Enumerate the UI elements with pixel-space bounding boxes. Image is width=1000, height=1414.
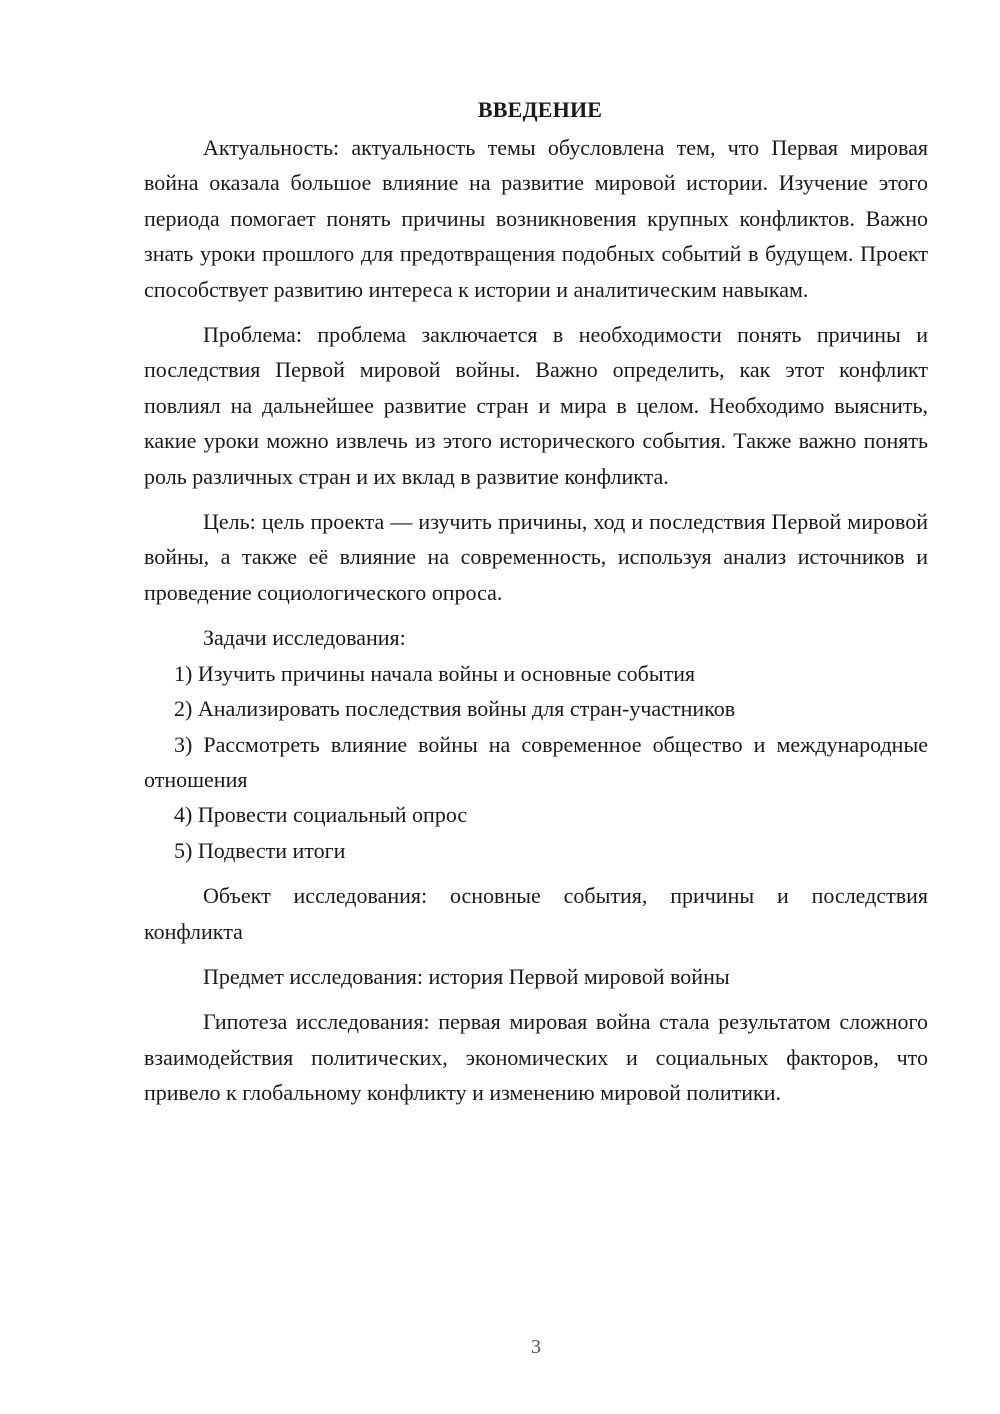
paragraph-hypothesis: Гипотеза исследования: первая мировая война стала результатом сложного взаимодействия политических, экономических и социальных факторов, что привело к глобальному конфликту и изменению мировой политики. [144,1009,928,1106]
paragraph-subject: Предмет исследования: история Первой мировой войны [203,963,730,989]
tasks-heading: Задачи исследования: [203,625,406,651]
paragraph-object: Объект исследования: основные события, причины и последствия конфликта [144,883,928,944]
paragraph-problem: Проблема: проблема заключается в необходимости понять причины и последствия Первой мировой войны. Важно определить, как этот конфликт повлиял на дальнейшее развитие стран и мира в целом. Необходимо выяснить, какие уроки можно извлечь из этого исторического события. Также важно понять роль различных стран и их вклад в развитие конфликта. [144,322,928,489]
task-item-4: 4) Провести социальный опрос [174,802,468,828]
task-item-1: 1) Изучить причины начала войны и основные события [174,660,696,686]
task-item-2: 2) Анализировать последствия войны для стран-участников [174,696,736,722]
task-item-3: 3) Рассмотреть влияние войны на современное общество и международные отношения [144,731,928,792]
page-number: 3 [531,1336,541,1358]
task-item-5: 5) Подвести итоги [174,837,346,863]
page-content [144,92,928,1111]
paragraph-goal: Цель: цель проекта — изучить причины, ход и последствия Первой мировой войны, а также её влияние на современность, используя анализ источников и проведение социологического опроса. [144,509,928,605]
page-title: ВВЕДЕНИЕ [477,97,603,122]
paragraph-relevance: Актуальность: актуальность темы обусловлена тем, что Первая мировая война оказала большое влияние на развитие мировой истории. Изучение этого периода помогает понять причины возникновения крупных конфликтов. Важно знать уроки прошлого для предотвращения подобных событий в будущем. Проект способствует развитию интереса к истории и аналитическим навыкам. [144,135,928,302]
